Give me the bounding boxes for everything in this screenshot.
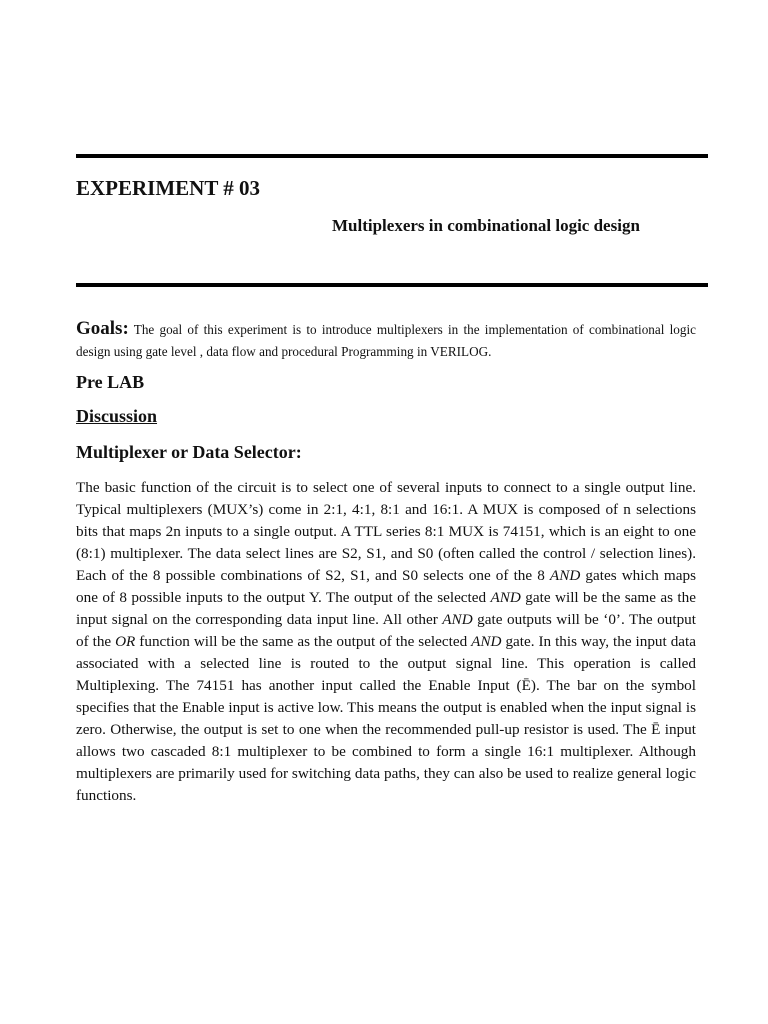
and-term: AND xyxy=(490,589,521,606)
experiment-subtitle: Multiplexers in combinational logic design xyxy=(332,216,640,235)
experiment-title: EXPERIMENT # 03 xyxy=(76,176,260,200)
body-text-2: gates which maps one of 8 possible inputs to the output Y. The output of the selected xyxy=(76,567,696,606)
top-divider xyxy=(76,154,708,158)
goals-label: Goals: xyxy=(76,318,129,339)
discussion-heading: Discussion xyxy=(76,406,158,426)
or-term: OR xyxy=(115,633,136,650)
body-text-6: gate. In this way, the input data associated with a selected line is routed to the output signal line. This operation is called Multiplexing. The 74151 has another input called the Enable Input (Ē). The bar on the symbol specifies that the Enable input is active low. This means the output is enabled when the input signal is zero. Otherwise, the output is set to one when the recommended pull-up resistor is used. The Ē input allows two cascaded 8:1 multiplexer to be combined to form a single 16:1 multiplexer. Although multiplexers are primarily used for switching data paths, they can also be used to realize general logic functions. xyxy=(76,633,696,804)
body-text-4: gate outputs will be ‘0’. The output of the xyxy=(76,611,697,650)
goals-text: The goal of this experiment is to introduce multiplexers in the implementation of combinational logic design using gate level , data flow and procedural Programming in VERILOG. xyxy=(76,322,697,359)
and-term: AND xyxy=(442,611,473,628)
body-text-1: The basic function of the circuit is to select one of several inputs to connect to a single output line. Typical multiplexers (MUX’s) come in 2:1, 4:1, 8:1 and 16:1. A MUX is composed of n selections bits that maps 2n inputs to a single output. A TTL series 8:1 MUX is 74151, which is an eight to one (8:1) multiplexer. The data select lines are S2, S1, and S0 (often called the control / selection lines). Each of the 8 possible combinations of S2, S1, and S0 selects one of the 8 xyxy=(76,479,696,584)
multiplexer-heading: Multiplexer or Data Selector: xyxy=(76,442,302,462)
discussion-body xyxy=(76,477,696,807)
bottom-divider xyxy=(76,283,708,287)
body-text-5: function will be the same as the output of the selected xyxy=(135,633,472,650)
prelab-heading: Pre LAB xyxy=(76,372,145,392)
goals-paragraph xyxy=(76,318,696,363)
and-term: AND xyxy=(549,567,581,584)
and-term: AND xyxy=(471,633,502,650)
body-text-3: gate will be the same as the input signal on the corresponding data input line. All other xyxy=(76,589,696,628)
